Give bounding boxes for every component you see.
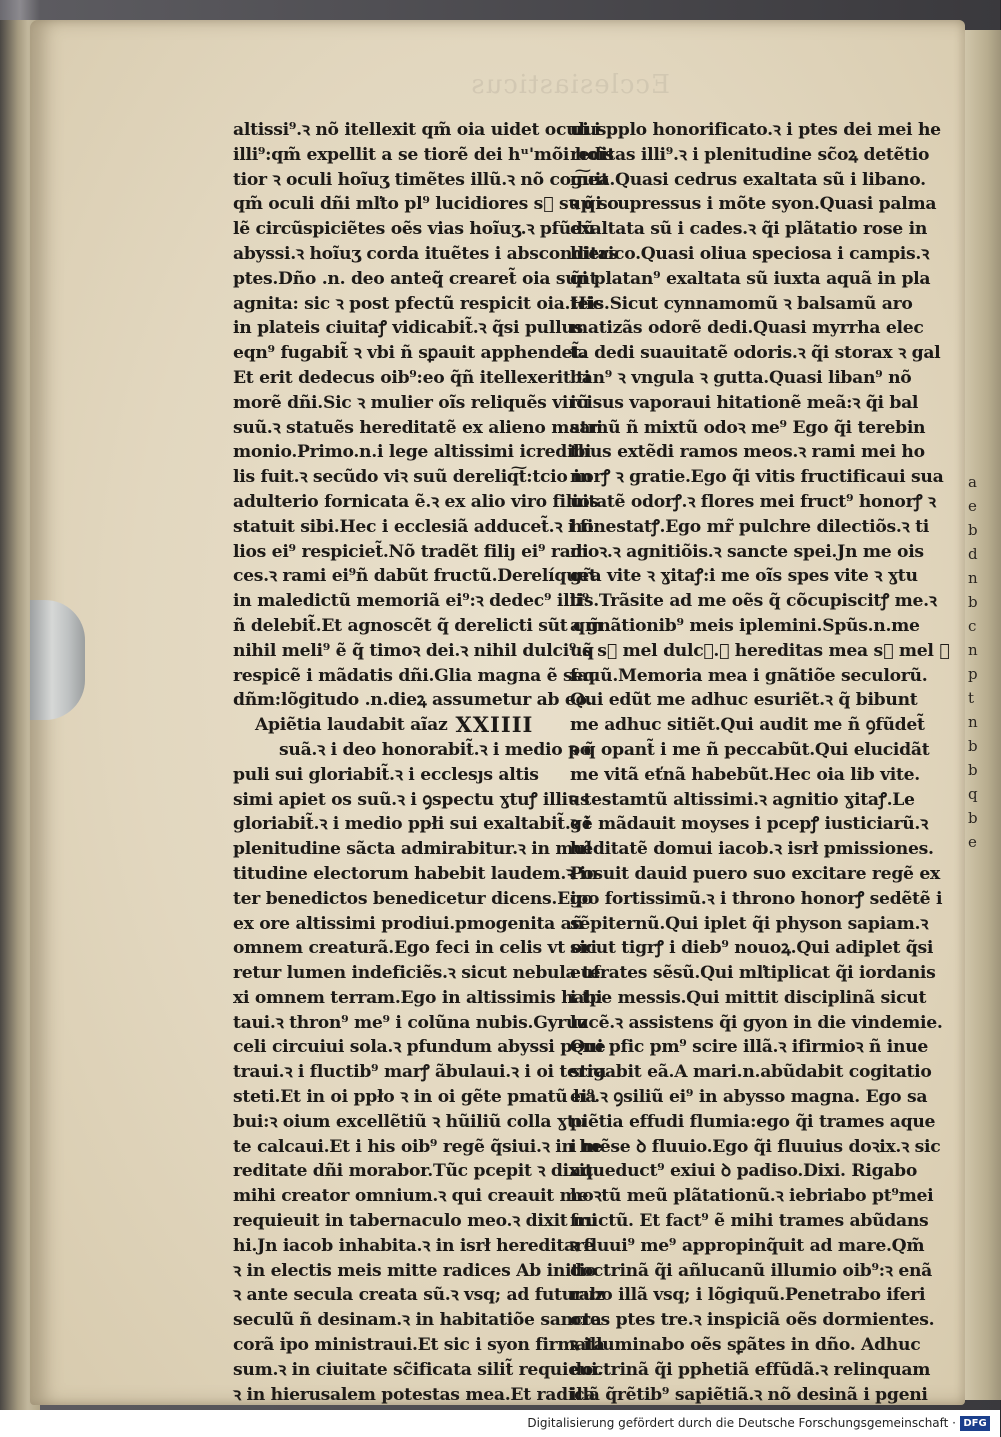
text-line: norꝭ ꝛ gratie.Ego q̃i vitis fructificaui sua: [570, 467, 944, 488]
text-line: eqn⁹ fugabit̃ ꝛ vbi ñ sꝑauit apphendet̃.: [233, 343, 586, 364]
text-line: dñm:lõgitudo .n.dieꝝ assumetur ab eo.: [233, 690, 593, 711]
right-column-lines: [570, 118, 950, 1407]
text-line: gẽ mãdauit moyses i pcepꝭ iusticiarũ.ꝛ: [570, 814, 928, 835]
chapter-heading-line: [233, 713, 563, 738]
text-line: agnita: sic ꝛ post pfectũ respicit oia.Hic: [233, 293, 603, 314]
text-line: abyssi.ꝛ hoĩuʒ corda ituẽtes i absconditas: [233, 243, 618, 264]
footer-credit: Digitalisierung gefördert durch die Deutsche Forschungsgemeinschaft ·: [527, 1416, 956, 1430]
text-line: fauũ.Memoria mea i gnãtiõe seculorũ.: [570, 665, 928, 686]
chapter-second-line: suã.ꝛ i deo honorabit̃.ꝛ i medio po: [279, 739, 591, 760]
text-line: a gnãtionib⁹ meis iplemini.Spũs.n.me: [570, 615, 920, 636]
text-line: fructũ. Et fact⁹ ẽ mihi trames abũdans: [570, 1211, 929, 1232]
page-clip: [30, 600, 85, 720]
text-line: suũ.ꝛ statuẽs hereditatẽ ex alieno matri: [233, 417, 603, 438]
text-line: gloriabit̃.ꝛ i medio ppłi sui exaltabit̃.ꝛ i: [233, 814, 591, 835]
text-line: in plateis ciuitaꝭ vidicabit̃.ꝛ q̃si pullus: [233, 318, 583, 339]
left-text-column: [233, 118, 619, 1407]
text-line: steti.Et in oi ppło ꝛ in oi gẽte pmatũ ha: [233, 1087, 597, 1108]
text-line: ꝛ in hierusalem potestas mea.Et radica: [233, 1384, 596, 1405]
text-line: thus extẽdi ramos meos.ꝛ rami mei ho: [570, 442, 925, 463]
text-line: ꝛ q̃i cupressus i mõte syon.Quasi palma: [570, 194, 937, 215]
text-line: lios ei⁹ respiciet̃.Nõ tradẽt filiȷ ei⁹ radi: [233, 541, 589, 562]
text-line: seculũ ñ desinam.ꝛ in habitatiõe sancta: [233, 1310, 602, 1331]
text-line: ꝛ illuminabo oẽs sꝑãtes in dño. Adhuc: [570, 1335, 921, 1356]
text-line: morẽ dñi.Sic ꝛ mulier oĩs reliquẽs virũ: [233, 392, 590, 413]
text-line: doctrinã q̃i pphetiã effũdã.ꝛ relinquam: [570, 1359, 931, 1380]
text-line: altissi⁹.ꝛ nõ itellexit qm̃ oia uidet oculus: [233, 120, 607, 140]
chapter-numeral: XXIIII: [455, 712, 534, 738]
text-line: requieuit in tabernaculo meo.ꝛ dixit mi: [233, 1211, 598, 1232]
text-line: reditas illi⁹.ꝛ i plenitudine sc̃oꝝ detẽtio: [570, 144, 930, 165]
text-line: hoꝛtũ meũ plãtationũ.ꝛ iebriabo pt⁹mei: [570, 1186, 934, 1207]
text-line: lucẽ.ꝛ assistens q̃i gyon in die vindemie.: [570, 1012, 943, 1033]
text-line: illi⁹:qm̃ expellit a se tiorẽ dei hᵘ'mõi hoĩs: [233, 144, 614, 165]
text-line: us sᷓ mel dulcꝭ.ꝛ hereditas mea sᷓ mel ꝛ: [570, 640, 950, 661]
text-line: ñ delebit̃.Et agnoscẽt q̃ derelicti sũt qm̃: [233, 615, 603, 636]
text-line: mea.Quasi cedrus exaltata sũ i libano.: [570, 169, 926, 190]
text-line: q̃i platan⁹ exaltata sũ iuxta aquã in pla: [570, 268, 931, 289]
left-column-lines-after: [233, 763, 607, 1408]
text-line: hi.Jn iacob inhabita.ꝛ in isrł hereditare: [233, 1235, 595, 1256]
text-line: ꝛ fluui⁹ me⁹ appropinq̃uit ad mare.Qm̃: [570, 1235, 925, 1256]
text-line: te calcaui.Et i his oib⁹ regẽ q̃siui.ꝛ in he: [233, 1136, 603, 1157]
text-line: adulterio fornicata ẽ.ꝛ ex alio viro filios: [233, 491, 599, 512]
text-line: hierico.Quasi oliua speciosa i campis.ꝛ: [570, 243, 929, 264]
text-line: plenitudine sãcta admirabitur.ꝛ in mul: [233, 839, 592, 860]
text-line: moꝛ.ꝛ agnitiõis.ꝛ sancte spei.Jn me ois: [570, 541, 924, 562]
text-line: sẽpiternũ.Qui iplet q̃i physon sapiam.ꝛ: [570, 913, 929, 934]
text-line: Et erit dedecus oib⁹:eo q̃ñ itellexerit ti: [233, 367, 591, 388]
next-page-edge-text: a e b d n b c n p t n b b q b e: [968, 473, 979, 851]
text-line: ces.ꝛ rami ei⁹ñ dabũt fructũ.Derelíquet: [233, 566, 597, 587]
text-line: ta dedi suauitatẽ odoris.ꝛ q̃i storax ꝛ gal: [570, 343, 941, 364]
text-line: simi apiet os suũ.ꝛ i ꝯspectu ɣtuꝭ illius: [233, 789, 590, 810]
text-line: Qui edũt me adhuc esuriẽt.ꝛ q̃ bibunt: [570, 690, 918, 711]
text-line: ei⁹.ꝛ ꝯsiliũ ei⁹ in abysso magna. Ego sa: [570, 1087, 928, 1108]
text-line: sum.ꝛ in ciuitate sc̃ificata silit̃ requieui.: [233, 1359, 603, 1380]
text-line: xi omnem terram.Ego in altissimis habi: [233, 987, 603, 1008]
text-line: teis.Sicut cynnamomũ ꝛ balsamũ aro: [570, 293, 913, 314]
text-line: respicẽ i mãdatis dñi.Glia magna ẽ seq: [233, 665, 595, 686]
text-line: qm̃ oculi dñi mľto pl⁹ lucidiores sᷓ sup so: [233, 194, 619, 215]
right-text-column: [570, 118, 950, 1407]
text-line: piẽtia effudi flumia:ego q̃i trames aque: [570, 1111, 936, 1132]
text-line: samũ ñ mixtũ odoꝛ me⁹ Ego q̃i terebin: [570, 417, 926, 438]
text-line: in maledictũ memoriã ei⁹:ꝛ dedec⁹ illi⁹: [233, 591, 590, 612]
text-line: me vitã eťnã habebũt.Hec oia lib vite.: [570, 764, 920, 785]
text-line: corã ipo ministraui.Et sic i syon firmata: [233, 1335, 605, 1356]
running-head-showthrough: Ecclesiasticus: [470, 70, 670, 100]
text-line: bui:ꝛ oium excellẽtiũ ꝛ hũiliũ colla ɣtu: [233, 1111, 587, 1132]
text-line: monio.Primo.n.i lege altissimi icredibi: [233, 442, 592, 463]
digitization-footer: [0, 1410, 1000, 1437]
text-line: ores ptes tre.ꝛ inspiciã oẽs dormientes.: [570, 1310, 935, 1331]
chapter-first-line: Apiẽtia laudabit aĩaz: [255, 715, 448, 736]
text-line: statuit sibi.Hec i ecclesiã adducet̃.ꝛ i fi: [233, 516, 594, 537]
text-line: i mẽse ꝺ fluuio.Ego q̃i fluuius doꝛix.ꝛ sic: [570, 1136, 941, 1157]
text-line: honestatꝭ.Ego mr̃ pulchre dilectiõs.ꝛ ti: [570, 516, 929, 537]
text-line: sicut tigrꝭ i dieb⁹ nouoꝝ.Qui adiplet q̃si: [570, 938, 934, 959]
text-line: gr̃a vite ꝛ ɣitaꝭ:i me oĩs spes vite ꝛ ɣtu: [570, 566, 918, 587]
text-line: ꝛ in electis meis mitte radices Ab initio: [233, 1260, 597, 1281]
text-line: traui.ꝛ i fluctib⁹ marꝭ ãbulaui.ꝛ i oi terra: [233, 1062, 607, 1083]
text-line: titudine electorum habebit laudem.ꝛ in: [233, 863, 598, 884]
text-line: aqueduct⁹ exiui ꝺ padiso.Dixi. Rigabo: [570, 1161, 918, 1182]
text-line: taui.ꝛ thron⁹ me⁹ i colũna nubis.Gyruz: [233, 1012, 588, 1033]
text-line: illã q̃rẽtib⁹ sapiẽtiã.ꝛ nõ desinã i pgeni: [570, 1384, 928, 1405]
text-line: i tpe messis.Qui mittit disciplinã sicut: [570, 987, 927, 1008]
text-line: ꝛ q̃ opant̃ i me ñ peccabũt.Qui elucidãt: [570, 739, 930, 760]
text-line: omnem creaturã.Ego feci in celis vt ori: [233, 938, 597, 959]
text-line: ꝛ testamtũ altissimi.ꝛ agnitio ɣitaꝭ.Le: [570, 789, 915, 810]
text-line: exaltata sũ i cades.ꝛ q̃i plãtatio rose in: [570, 219, 928, 240]
text-line: ptes.Dño .n. deo anteq̃ crearet̃ oia sunt: [233, 268, 598, 289]
text-line: ban⁹ ꝛ vngula ꝛ gutta.Quasi liban⁹ nõ: [570, 367, 912, 388]
text-line: retur lumen indeficiẽs.ꝛ sicut nebula te: [233, 963, 601, 984]
text-line: me adhuc sitiẽt.Qui audit me ñ ꝯfũdet̃: [570, 715, 925, 736]
text-line: matizãs odorẽ dedi.Quasi myrrha elec: [570, 318, 924, 339]
text-line: doctrinã q̃i añlucanũ illumio oib⁹:ꝛ enã: [570, 1260, 932, 1281]
text-line: hẽditatẽ domui iacob.ꝛ isrł pmissiones.: [570, 839, 934, 860]
text-line: tis.Trãsite ad me oẽs q̃ cõcupiscitꝭ me.ꝛ: [570, 591, 937, 612]
dfg-logo: DFG: [960, 1416, 990, 1431]
text-line: reditate dñi morabor.Tũc pcepit ꝛ dixit: [233, 1161, 593, 1182]
text-line: ipo fortissimũ.ꝛ i throno honorꝭ sedẽtẽ i: [570, 888, 943, 909]
text-line: ꝛ ante secula creata sũ.ꝛ vsq; ad futuruz: [233, 1285, 605, 1306]
text-line: uitatẽ odorꝭ.ꝛ flores mei fruct⁹ honorꝭ ꝛ: [570, 491, 936, 512]
text-line: ui i pplo honorificato.ꝛ i ptes dei mei he: [570, 120, 941, 140]
text-line: eufrates sẽsũ.Qui mľtiplicat q̃i iordanis: [570, 963, 936, 984]
text-line: lẽ circũspiciẽtes oẽs vias hoĩuʒ.ꝛ pfũdũ: [233, 219, 595, 240]
left-column-lines: [233, 118, 619, 713]
text-line: nihil meli⁹ ẽ q̃ timoꝛ dei.ꝛ nihil dulci⁹ q̃: [233, 640, 594, 661]
text-line: Qui pfic pm⁹ scire illã.ꝛ ifirmioꝛ ñ inue: [570, 1037, 929, 1058]
text-line: Posuit dauid puero suo excitare regẽ ex: [570, 863, 940, 884]
text-line: mihi creator omnium.ꝛ qui creauit me: [233, 1186, 589, 1207]
text-line: celi circuiui sola.ꝛ pfundum abyssi pene: [233, 1037, 606, 1058]
text-line: puli sui gloriabit̃.ꝛ i ecclesȷs altis: [233, 764, 539, 785]
text-line: ex ore altissimi prodiui.pmogenita añ: [233, 913, 584, 934]
text-line: tior ꝛ oculi hoĩuʒ timẽtes illũ.ꝛ nõ cog͠uit: [233, 169, 609, 190]
text-line: lis fuit.ꝛ secũdo viꝛ suũ dereliq͠t:tcio in: [233, 467, 592, 488]
text-line: rabo illã vsq; i lõgiquũ.Penetrabo iferi: [570, 1285, 926, 1306]
text-line: icisus vaporaui hitationẽ meã:ꝛ q̃i bal: [570, 392, 919, 413]
text-line: ter benedictos benedicetur dicens.Ego: [233, 888, 593, 909]
text-line: stigabit eã.A mari.n.abũdabit cogitatio: [570, 1062, 932, 1083]
